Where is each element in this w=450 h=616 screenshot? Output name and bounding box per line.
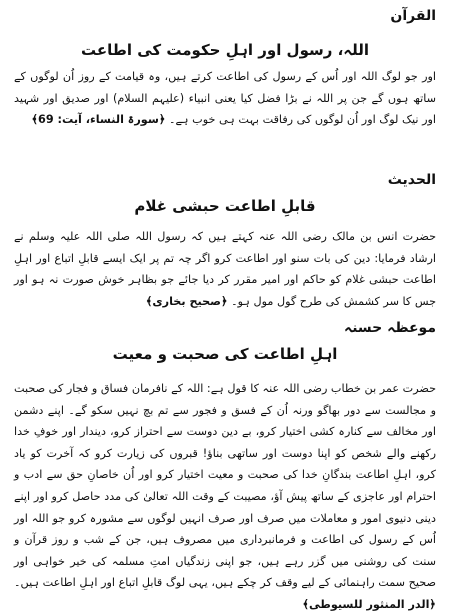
exhortation-text: حضرت عمر بن خطاب رضی اللہ عنہ کا قول ہے: اللہ کے نافرمان فساق و فجار کی صحبت و مجالست سے دور بھاگو ورنہ اُن کے فسق و فجور سے تم بچ نہیں سکو گے۔ اپنے دشمن اور مخالف سے کنارہ کشی اختیار کرو، بے دین دوست سے احتراز کرو، دیندار اور خوفِ خدا رکھنے والے شخص کو اپنا دوست اور ساتھی بناؤ! قبروں کی زیارت کرو کہ آخرت کو یاد کرو، اہلِ اطاعت بندگانِ خدا کی صحبت و معیت اختیار کرو اور اُن خاصانِ حق سے ادب و احترام اور عاجزی کے ساتھ پیش آؤ، مصیبت کے وقت اللہ تعالیٰ کی مدد حاصل کرو اور اپنے دینی دنیوی امور و معاملات میں صرف اور صرف انہیں لوگوں سے مشورہ کرو جو اللہ اور اُس کے رسول کی اطاعت و فرمانبرداری میں مصروف ہیں، جن کے شب و روز قرآن و سنت کی روشنی میں گزر رہے ہیں، جو اپنی زندگیاں امتِ مسلمہ کی خیر خواہی اور صحیح سمت راہنمائی کے لیے وقف کر چکے ہیں، یہی لوگ قابلِ اتباع اور اہلِ اطاعت ہیں۔ bbox=[14, 382, 436, 590]
hadith-reference: ﴿صحیح بخاری﴾ bbox=[145, 294, 228, 308]
hadith-paragraph bbox=[14, 226, 436, 318]
section-heading-companionship: اہلِ اطاعت کی صحبت و معیت bbox=[112, 345, 338, 363]
quran-text: اور جو لوگ اللہ اور اُس کے رسول کی اطاعت کرتے ہیں، وہ قیامت کے روز اُن لوگوں کے ساتھ ہوں گے جن پر اللہ نے بڑا فضل کیا یعنی انبیاء (علیہم السلام) اور صدیق اور شہید اور نیک لوگ اور اُن لوگوں کی رفاقت بہت ہی خوب ہے۔ bbox=[14, 70, 436, 127]
exhortation-paragraph bbox=[14, 378, 436, 616]
section-label-exhortation: موعظہ حسنہ bbox=[344, 320, 436, 336]
hadith-text: حضرت انس بن مالک رضی اللہ عنہ کہتے ہیں کہ رسول اللہ صلی اللہ علیہ وسلم نے ارشاد فرمایا: دین کی بات سنو اور اطاعت کرو اگر چہ تم پر ایک ایسے قابلِ اتباع اور اہلِ اطاعت حبشی غلام کو حاکم اور امیر مقرر کر دیا جائے جو بظاہر خوش صورت نہ ہو اور جس کا سر کشمش کی طرح گول مول ہو۔ bbox=[14, 230, 436, 308]
section-heading-hadith: قابلِ اطاعت حبشی غلام bbox=[134, 197, 316, 215]
exhortation-reference: ﴿الدر المنثور للسیوطی﴾ bbox=[302, 597, 436, 611]
quran-paragraph bbox=[14, 66, 436, 170]
section-label-quran: القرآن bbox=[390, 8, 436, 24]
quran-reference: ﴿سورۃ النساء، آیت: 69﴾ bbox=[31, 113, 166, 127]
section-label-hadith: الحدیث bbox=[387, 172, 436, 188]
section-heading-obedience: اللہ، رسول اور اہلِ حکومت کی اطاعت bbox=[81, 41, 369, 59]
